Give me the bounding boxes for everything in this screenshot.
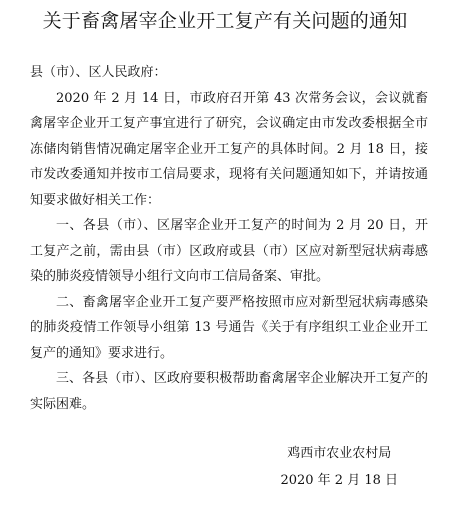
signature-block	[280, 440, 398, 494]
document-body	[30, 60, 428, 417]
paragraph-item-2: 二、畜禽屠宰企业开工复产要严格按照市应对新型冠状病毒感染的肺炎疫情工作领导小组第 13 号通告《关于有序组织工业企业开工复产的通知》要求进行。	[30, 294, 428, 361]
document-title: 关于畜禽屠宰企业开工复产有关问题的通知	[42, 10, 408, 32]
paragraph-item-1: 一、各县（市）、区屠宰企业开工复产的时间为 2 月 20 日，开工复产之前，需由县（市）区政府或县（市）区应对新型冠状病毒感染的肺炎疫情领导小组行文向市工信局备案、审批。	[30, 218, 428, 284]
signature-organization: 鸡西市农业农村局	[287, 446, 392, 461]
paragraph-item-3: 三、各县（市）、区政府要积极帮助畜禽屠宰企业解决开工复产的实际困难。	[30, 371, 428, 412]
signature-date: 2020 年 2 月 18 日	[280, 473, 398, 488]
paragraph-intro: 2020 年 2 月 14 日，市政府召开第 43 次常务会议，会议就畜禽屠宰企业开工复产事宜进行了研究，会议确定由市发改委根据全市冻储肉销售情况确定屠宰企业开工复产的具体时间。2 月 18 日，接市发改委通知并按市工信局要求，现将有关问题通知如下，并请按通知要求做好相关工作：	[30, 90, 428, 208]
salutation: 县（市）、区人民政府：	[30, 65, 167, 80]
